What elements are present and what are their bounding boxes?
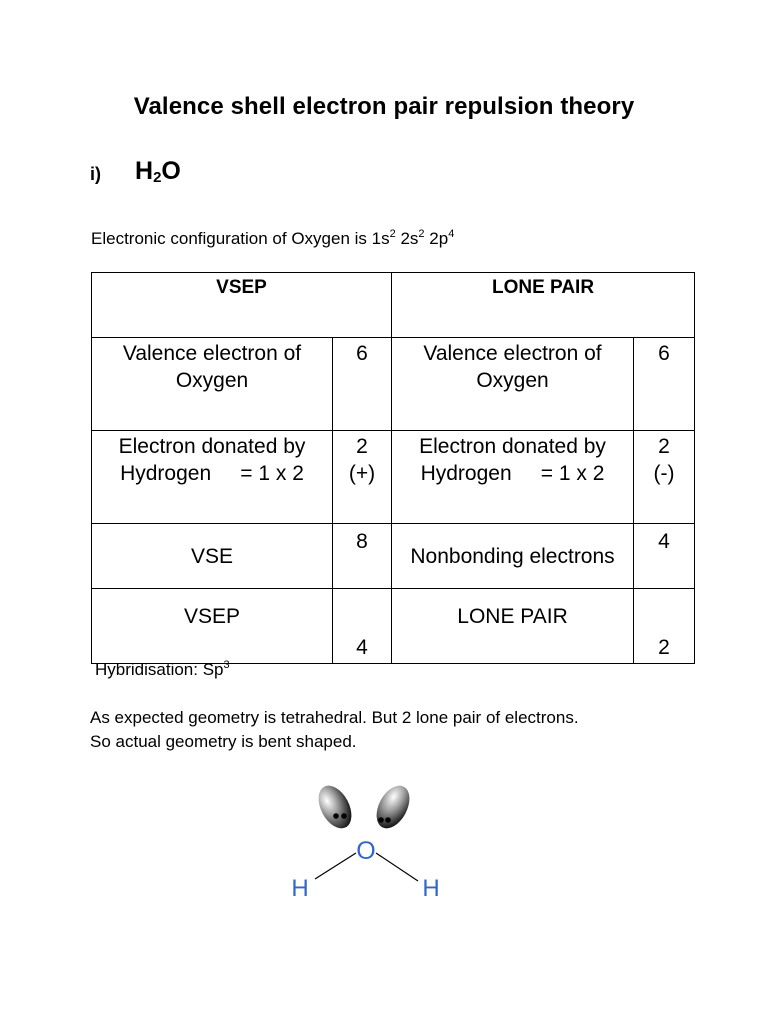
cell-value: 2 (+): [333, 431, 392, 524]
electronic-configuration: Electronic configuration of Oxygen is $1s^2$ $2s^2$ $2p^4$: [91, 228, 455, 248]
oxygen-atom: O: [356, 837, 376, 865]
page-title: Valence shell electron pair repulsion theory: [133, 93, 635, 120]
bond-left: [315, 853, 356, 879]
cell-value: 2: [634, 589, 695, 664]
cell-value: 8: [333, 524, 392, 589]
vsepr-table: [91, 272, 695, 664]
cell-label: Electron donated by Hydrogen = 1 x 2: [392, 431, 634, 524]
table-row: [92, 524, 695, 589]
hydrogen-atom-right: H: [422, 875, 440, 902]
lone-pair-lobe-right: [370, 782, 416, 834]
cell-value: 4: [634, 524, 695, 589]
bond-right: [376, 853, 418, 881]
section-label: i): [90, 164, 101, 184]
cell-value: 6: [634, 338, 695, 431]
table-row: [92, 589, 695, 664]
header-vsep: VSEP: [92, 273, 392, 338]
cell-label: Nonbonding electrons: [392, 524, 634, 589]
water-molecule-diagram: [284, 782, 454, 907]
cell-value: 2 (-): [634, 431, 695, 524]
header-lone-pair: LONE PAIR: [392, 273, 695, 338]
cell-label: VSEP: [92, 589, 333, 664]
cell-value: 4: [333, 589, 392, 664]
geometry-paragraph: As expected geometry is tetrahedral. But 2 lone pair of electrons. So actual geometry is bent shaped.: [90, 708, 579, 751]
cell-label: LONE PAIR: [392, 589, 634, 664]
cell-label: Valence electron of Oxygen: [92, 338, 333, 431]
lone-pair-lobe-left: [312, 782, 358, 834]
table-row: [92, 338, 695, 431]
table-row: [92, 431, 695, 524]
cell-label: Electron donated by Hydrogen = 1 x 2: [92, 431, 333, 524]
hybridisation: Hybridisation: Sp$^3$: [95, 659, 230, 679]
molecule-formula: $H_2O$: [135, 157, 181, 186]
hydrogen-atom-left: H: [291, 875, 309, 902]
cell-label: VSE: [92, 524, 333, 589]
cell-value: 6: [333, 338, 392, 431]
cell-label: Valence electron of Oxygen: [392, 338, 634, 431]
